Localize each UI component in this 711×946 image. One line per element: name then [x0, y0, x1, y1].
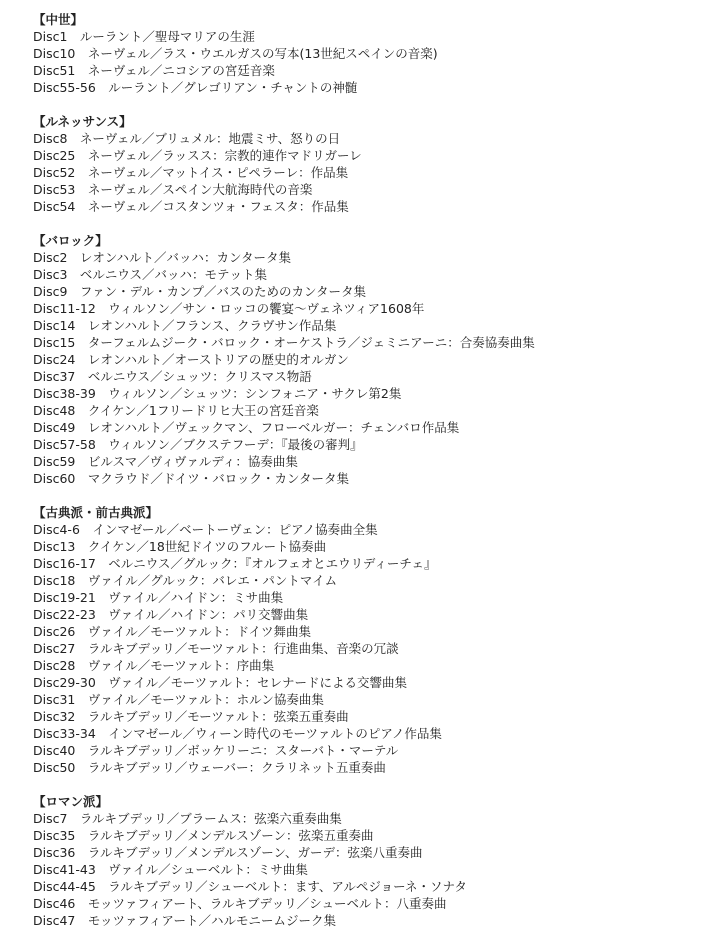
list-item: Disc8 ネーヴェル／ブリュメル：地震ミサ、怒りの日 [33, 131, 341, 146]
section-romantic [33, 793, 711, 929]
list-item: Disc46 モッツァフィアート、ラルキブデッリ／シューベルト：八重奏曲 [33, 896, 447, 911]
list-item: Disc37 ベルニウス／シュッツ：クリスマス物語 [33, 369, 312, 384]
section-medieval [33, 11, 711, 96]
list-item: Disc7 ラルキブデッリ／ブラームス：弦楽六重奏曲集 [33, 811, 342, 826]
section-renaissance [33, 113, 711, 215]
list-item: Disc1 ルーラント／聖母マリアの生涯 [33, 29, 255, 44]
list-item: Disc60 マクラウド／ドイツ・バロック・カンタータ集 [33, 471, 350, 486]
list-item: Disc10 ネーヴェル／ラス・ウエルガスの写本(13世紀スペインの音楽) [33, 46, 438, 61]
list-item: Disc13 クイケン／18世紀ドイツのフルート協奏曲 [33, 539, 327, 554]
list-item: Disc32 ラルキブデッリ／モーツァルト：弦楽五重奏曲 [33, 709, 349, 724]
list-item: Disc48 クイケン／1フリードリヒ大王の宮廷音楽 [33, 403, 319, 418]
list-item: Disc49 レオンハルト／ヴェックマン、フローベルガー：チェンバロ作品集 [33, 420, 460, 435]
list-item: Disc25 ネーヴェル／ラッスス：宗教的連作マドリガーレ [33, 148, 362, 163]
list-item: Disc18 ヴァイル／グルック：バレエ・パントマイム [33, 573, 338, 588]
disc-list [33, 11, 711, 946]
list-item: Disc27 ラルキブデッリ／モーツァルト：行進曲集、音楽の冗談 [33, 641, 399, 656]
section-classical [33, 504, 711, 776]
list-item: Disc26 ヴァイル／モーツァルト：ドイツ舞曲集 [33, 624, 312, 639]
list-item: Disc24 レオンハルト／オーストリアの歴史的オルガン [33, 352, 349, 367]
section-heading: 【ロマン派】 [33, 794, 109, 809]
list-item: Disc54 ネーヴェル／コスタンツォ・フェスタ：作品集 [33, 199, 349, 214]
list-item: Disc53 ネーヴェル／スペイン大航海時代の音楽 [33, 182, 313, 197]
list-item: Disc16-17 ベルニウス／グルック：『オルフェオとエウリディーチェ』 [33, 556, 437, 571]
list-item: Disc3 ベルニウス／バッハ：モテット集 [33, 267, 268, 282]
list-item: Disc4-6 インマゼール／ベートーヴェン：ピアノ協奏曲全集 [33, 522, 378, 537]
list-item: Disc36 ラルキブデッリ／メンデルスゾーン、ガーデ：弦楽八重奏曲 [33, 845, 423, 860]
section-heading: 【古典派・前古典派】 [33, 505, 159, 520]
list-item: Disc55-56 ルーラント／グレゴリアン・チャントの神髄 [33, 80, 358, 95]
list-item: Disc2 レオンハルト／バッハ：カンタータ集 [33, 250, 292, 265]
list-item: Disc59 ビルスマ／ヴィヴァルディ：協奏曲集 [33, 454, 298, 469]
section-heading: 【中世】 [33, 12, 84, 27]
list-item: Disc19-21 ヴァイル／ハイドン：ミサ曲集 [33, 590, 284, 605]
list-item: Disc41-43 ヴァイル／シューベルト：ミサ曲集 [33, 862, 308, 877]
list-item: Disc22-23 ヴァイル／ハイドン：パリ交響曲集 [33, 607, 309, 622]
list-item: Disc28 ヴァイル／モーツァルト：序曲集 [33, 658, 275, 673]
list-item: Disc47 モッツァフィアート／ハルモニームジーク集 [33, 913, 337, 928]
list-item: Disc38-39 ウィルソン／シュッツ：シンフォニア・サクレ第2集 [33, 386, 402, 401]
list-item: Disc35 ラルキブデッリ／メンデルスゾーン：弦楽五重奏曲 [33, 828, 374, 843]
list-item: Disc52 ネーヴェル／マットイス・ピペラーレ：作品集 [33, 165, 349, 180]
list-item: Disc15 ターフェルムジーク・バロック・オーケストラ／ジェミニアーニ：合奏協奏曲集 [33, 335, 535, 350]
list-item: Disc31 ヴァイル／モーツァルト：ホルン協奏曲集 [33, 692, 324, 707]
list-item: Disc9 ファン・デル・カンプ／バスのためのカンタータ集 [33, 284, 367, 299]
list-item: Disc57-58 ウィルソン／ブクステフーデ：『最後の審判』 [33, 437, 363, 452]
list-item: Disc40 ラルキブデッリ／ボッケリーニ：スターバト・マーテル [33, 743, 399, 758]
section-heading: 【バロック】 [33, 233, 108, 248]
list-item: Disc50 ラルキブデッリ／ウェーバー：クラリネット五重奏曲 [33, 760, 386, 775]
list-item: Disc51 ネーヴェル／ニコシアの宮廷音楽 [33, 63, 275, 78]
list-item: Disc11-12 ウィルソン／サン・ロッコの饗宴～ヴェネツィア1608年 [33, 301, 425, 316]
list-item: Disc14 レオンハルト／フランス、クラヴサン作品集 [33, 318, 337, 333]
list-item: Disc44-45 ラルキブデッリ／シューベルト：ます、アルペジョーネ・ソナタ [33, 879, 467, 894]
section-baroque [33, 232, 711, 487]
section-heading: 【ルネッサンス】 [33, 114, 132, 129]
list-item: Disc33-34 インマゼール／ウィーン時代のモーツァルトのピアノ作品集 [33, 726, 442, 741]
list-item: Disc29-30 ヴァイル／モーツァルト：セレナードによる交響曲集 [33, 675, 408, 690]
